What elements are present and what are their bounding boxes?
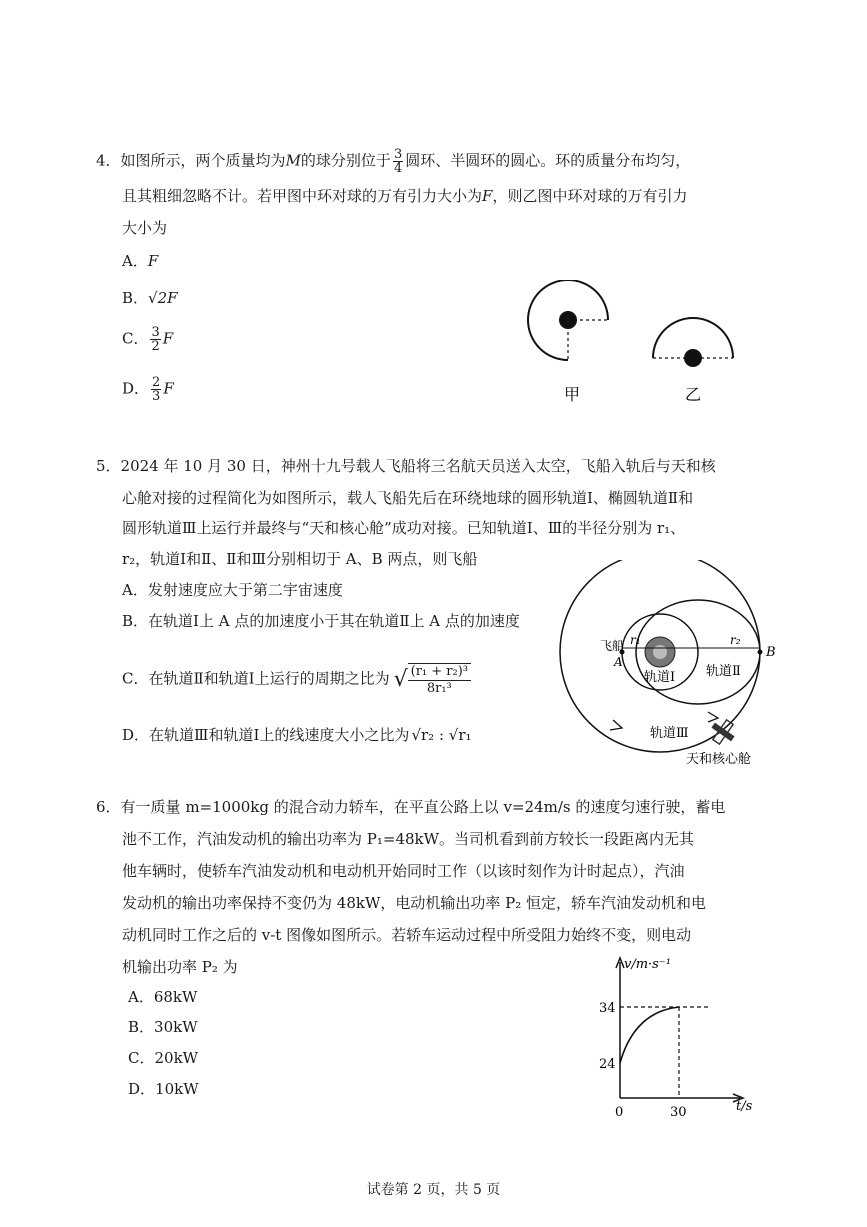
q5-line3: 圆形轨道Ⅲ上运行并最终与“天和核心舱”成功对接。已知轨道Ⅰ、Ⅲ的半径分别为 r₁、 xyxy=(122,519,686,537)
ball-right xyxy=(684,349,702,367)
label-b: B xyxy=(766,645,776,660)
frac-den: 4 xyxy=(393,161,403,176)
label-orbit-3: 轨道Ⅲ xyxy=(650,726,689,741)
option-label: B． xyxy=(122,289,149,307)
option-label: B． xyxy=(122,612,149,630)
q5-line1 xyxy=(96,456,716,476)
option-text: F xyxy=(147,252,159,270)
q5-option-a[interactable] xyxy=(122,580,343,600)
q4-figure xyxy=(520,280,750,410)
q5-option-c[interactable] xyxy=(122,663,471,696)
q6-line3: 他车辆时，使轿车汽油发动机和电动机开始同时工作（以该时刻作为计时起点），汽油 xyxy=(122,862,685,880)
option-var: F xyxy=(162,329,174,348)
option-label: A． xyxy=(128,988,154,1006)
x-axis-label: t/s xyxy=(736,1099,753,1114)
label-station: 天和核心舱 xyxy=(686,752,752,767)
arrow-icon xyxy=(610,720,622,730)
frac-den: 2 xyxy=(151,339,160,354)
q5-line2: 心舱对接的过程简化为如图所示，载人飞船先后在环绕地球的圆形轨道Ⅰ、椭圆轨道Ⅱ和 xyxy=(122,489,694,507)
q5-text: 2024 年 10 月 30 日，神州十九号载人飞船将三名航天员送入太空，飞船入轨后与天和核 xyxy=(120,457,716,475)
q5-option-b[interactable] xyxy=(122,611,520,631)
option-label: D． xyxy=(122,726,150,744)
option-text: 发射速度应大于第二宇宙速度 xyxy=(147,581,343,599)
label-orbit-2: 轨道Ⅱ xyxy=(706,664,741,679)
option-label: A． xyxy=(122,581,148,599)
q4-fraction xyxy=(393,148,403,175)
option-fraction xyxy=(150,326,160,353)
q4-line3: 大小为 xyxy=(122,219,168,237)
ball-left xyxy=(559,311,577,329)
option-text: 20kW xyxy=(154,1049,199,1067)
option-var: F xyxy=(163,379,174,398)
q4-text: 的球分别位于 xyxy=(300,151,391,170)
option-text: 在轨道Ⅰ上 A 点的加速度小于其在轨道Ⅱ上 A 点的加速度 xyxy=(148,612,520,630)
q6-vt-graph xyxy=(590,950,760,1130)
q6-line5: 动机同时工作之后的 v-t 图像如图所示。若轿车运动过程中所受阻力始终不变，则电动 xyxy=(122,926,692,944)
option-fraction xyxy=(151,376,161,403)
frac-den: 8r₁³ xyxy=(426,680,452,696)
option-label: C． xyxy=(128,1049,155,1067)
frac-num: 2 xyxy=(152,375,161,390)
q4-var-m: M xyxy=(285,151,301,170)
q4-text: ，则乙图中环对球的万有引力 xyxy=(492,187,688,205)
q4-text: 圆环、半圆环的圆心。环的质量分布均匀， xyxy=(405,151,691,170)
option-label: C． xyxy=(122,669,149,688)
sqrt-sign: √ xyxy=(393,666,408,692)
q6-line4: 发动机的输出功率保持不变仍为 48kW，电动机输出功率 P₂ 恒定，轿车汽油发动机和电 xyxy=(122,894,707,912)
q4-option-d[interactable] xyxy=(122,376,174,403)
q4-line2 xyxy=(122,186,687,206)
frac-num: 3 xyxy=(151,325,160,340)
option-label: D． xyxy=(122,379,150,398)
frac-den: 3 xyxy=(152,389,161,404)
option-text: 在轨道Ⅱ和轨道Ⅰ上运行的周期之比为 xyxy=(148,669,390,688)
q4-text: 如图所示，两个质量均为 xyxy=(120,151,286,170)
point-b xyxy=(758,650,763,655)
option-text: √2F xyxy=(148,289,178,307)
y-axis-label: v/m·s⁻¹ xyxy=(624,957,671,972)
sqrt-formula xyxy=(394,663,471,696)
option-label: D． xyxy=(128,1080,156,1098)
q6-line1 xyxy=(96,797,725,817)
option-label: C． xyxy=(122,329,149,348)
q4-option-b[interactable] xyxy=(122,288,178,308)
x-tick-30: 30 xyxy=(670,1105,687,1120)
q5-number: 5． xyxy=(96,457,121,475)
x-tick-0: 0 xyxy=(615,1105,624,1120)
earth-core xyxy=(653,645,667,659)
velocity-curve xyxy=(620,1007,679,1063)
q6-number: 6． xyxy=(96,798,121,816)
page-footer: 试卷第 2 页，共 5 页 xyxy=(366,1182,501,1198)
q6-option-b[interactable] xyxy=(128,1017,198,1037)
q4-line1 xyxy=(96,148,690,175)
option-label: B． xyxy=(128,1018,155,1036)
arrow-icon xyxy=(708,712,718,722)
q4-text: 且其粗细忽略不计。若甲图中环对球的万有引力大小为 xyxy=(122,187,483,205)
sqrt-fraction xyxy=(408,663,471,696)
option-text: 在轨道Ⅲ和轨道Ⅰ上的线速度大小之比为 xyxy=(149,726,410,744)
q5-line4: r₂，轨道Ⅰ和Ⅱ、Ⅱ和Ⅲ分别相切于 A、B 两点，则飞船 xyxy=(122,550,478,568)
q5-orbit-figure xyxy=(558,560,780,770)
option-label: A． xyxy=(122,252,148,270)
q6-option-d[interactable] xyxy=(128,1079,199,1099)
label-r1: r₁ xyxy=(630,633,641,647)
q4-option-c[interactable] xyxy=(122,326,173,353)
option-text: 68kW xyxy=(153,988,198,1006)
fig-label-yi: 乙 xyxy=(685,385,702,404)
option-text: 30kW xyxy=(154,1018,198,1036)
q4-number: 4． xyxy=(96,151,121,170)
q6-text: 有一质量 m=1000kg 的混合动力轿车，在平直公路上以 v=24m/s 的速度匀速行驶，蓄电 xyxy=(120,798,726,816)
q6-line6: 机输出功率 P₂ 为 xyxy=(122,958,238,976)
q6-line2: 池不工作，汽油发动机的输出功率为 P₁=48kW。当司机看到前方较长一段距离内无其 xyxy=(122,830,695,848)
option-formula: √r₂ : √r₁ xyxy=(411,726,472,744)
q4-option-a[interactable] xyxy=(122,251,158,271)
option-text: 10kW xyxy=(155,1080,199,1098)
q5-option-d[interactable] xyxy=(122,725,472,745)
label-orbit-1: 轨道Ⅰ xyxy=(644,670,676,685)
label-r2: r₂ xyxy=(730,633,741,647)
q4-var-f: F xyxy=(482,187,493,205)
frac-num: 3 xyxy=(393,147,403,162)
frac-num: (r₁ + r₂)³ xyxy=(408,664,471,681)
fig-label-jia: 甲 xyxy=(564,385,581,404)
q6-option-c[interactable] xyxy=(128,1048,198,1068)
y-tick-24: 24 xyxy=(599,1057,616,1072)
q6-option-a[interactable] xyxy=(128,987,197,1007)
label-ship: 飞船 xyxy=(600,639,625,653)
y-tick-34: 34 xyxy=(599,1001,616,1016)
label-a: A xyxy=(614,655,623,669)
